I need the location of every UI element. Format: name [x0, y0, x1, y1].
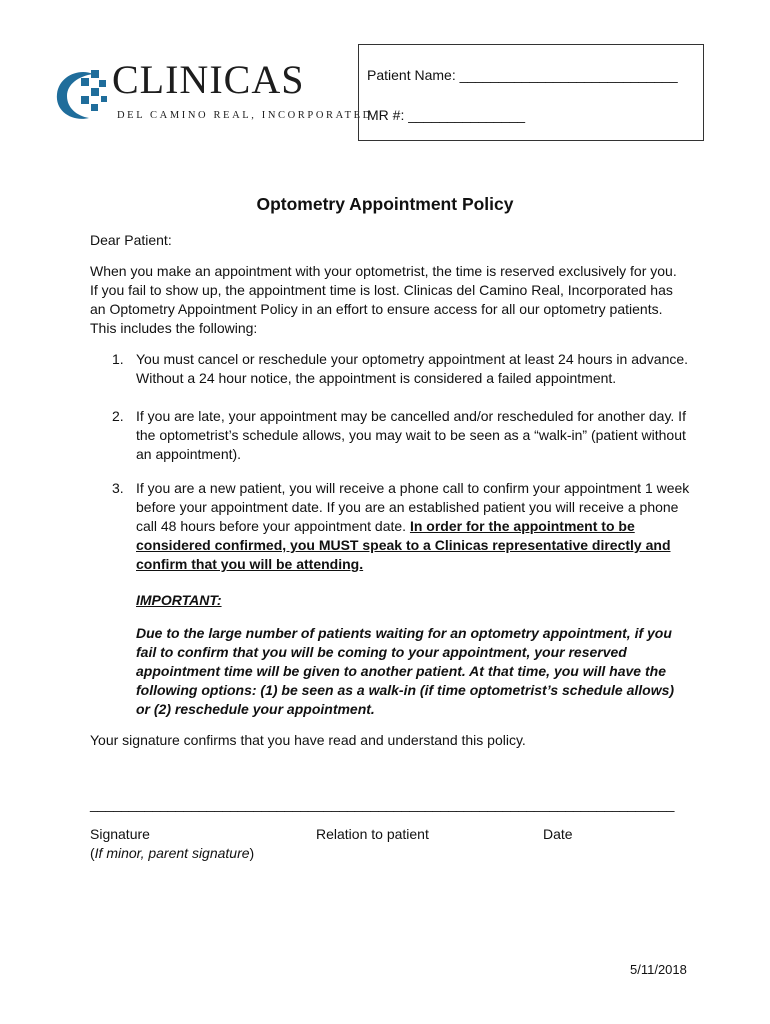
- important-heading: IMPORTANT:: [136, 592, 222, 608]
- page-title: Optometry Appointment Policy: [256, 194, 514, 214]
- list-item: [112, 479, 692, 574]
- minor-open-paren: (: [90, 845, 95, 861]
- relation-line[interactable]: _____________________________: [316, 796, 542, 812]
- minor-signature-note: [90, 845, 254, 861]
- signature-label: Signature: [90, 826, 150, 842]
- mr-number-field[interactable]: MR #: _______________: [367, 107, 526, 123]
- list-item: [112, 350, 692, 388]
- patient-info-box: [358, 44, 704, 141]
- list-item: [112, 407, 692, 464]
- list-item-number: 3.: [112, 480, 124, 496]
- confirmation-requirement: In order for the appointment to be considered confirmed, you MUST speak to a Clinicas representative directly and confirm that you will be attending.: [136, 518, 671, 572]
- relation-label: Relation to patient: [316, 826, 429, 842]
- list-item-number: 2.: [112, 408, 124, 424]
- list-item-number: 1.: [112, 351, 124, 367]
- revision-date: 5/11/2018: [630, 962, 687, 977]
- list-item-text: You must cancel or reschedule your optometry appointment at least 24 hours in advance. Without a 24 hour notice, the appointment is considered a failed appointment.: [136, 351, 689, 386]
- logo-wordmark: CLINICAS: [112, 57, 305, 102]
- minor-note-text: If minor, parent signature: [94, 845, 250, 861]
- minor-close-paren: ): [249, 845, 255, 861]
- date-label: Date: [543, 826, 573, 842]
- list-item-text: [136, 479, 692, 574]
- list-item-plain-text: If you are a new patient, you will receive a phone call to confirm your appointment 1 week before your appointment date. If you are an established patient you will receive a phone call 48 hours before your appointment date.: [136, 480, 690, 534]
- date-line[interactable]: _________________: [542, 796, 675, 812]
- important-body: Due to the large number of patients waiting for an optometry appointment, if you fail to confirm that you will be coming to your appointment, your reserved appointment time will be given to another patient. At that time, you will have the following options: (1) be seen as a walk-in (if time optometrist’s schedule allows) or (2) reschedule your appointment.: [136, 625, 675, 717]
- list-item-text: If you are late, your appointment may be cancelled and/or rescheduled for another day. If the optometrist’s schedule allows, you may wait to be seen as a “walk-in” (patient without an appointment).: [136, 408, 686, 462]
- signature-line[interactable]: _____________________________: [90, 796, 316, 812]
- signature-confirmation-text: Your signature confirms that you have read and understand this policy.: [90, 732, 526, 748]
- intro-paragraph: When you make an appointment with your optometrist, the time is reserved exclusively for you. If you fail to show up, the appointment time is lost. Clinicas del Camino Real, Incorporated has an Optometry Appointment Policy in an effort to ensure access for all our optometry patients. This includes the following:: [90, 263, 677, 336]
- greeting: Dear Patient:: [90, 232, 172, 248]
- logo-subtitle: DEL CAMINO REAL, INCORPORATED: [117, 110, 373, 121]
- clinicas-logo-mark: [53, 66, 111, 122]
- patient-name-field[interactable]: Patient Name: ____________________________: [367, 67, 678, 83]
